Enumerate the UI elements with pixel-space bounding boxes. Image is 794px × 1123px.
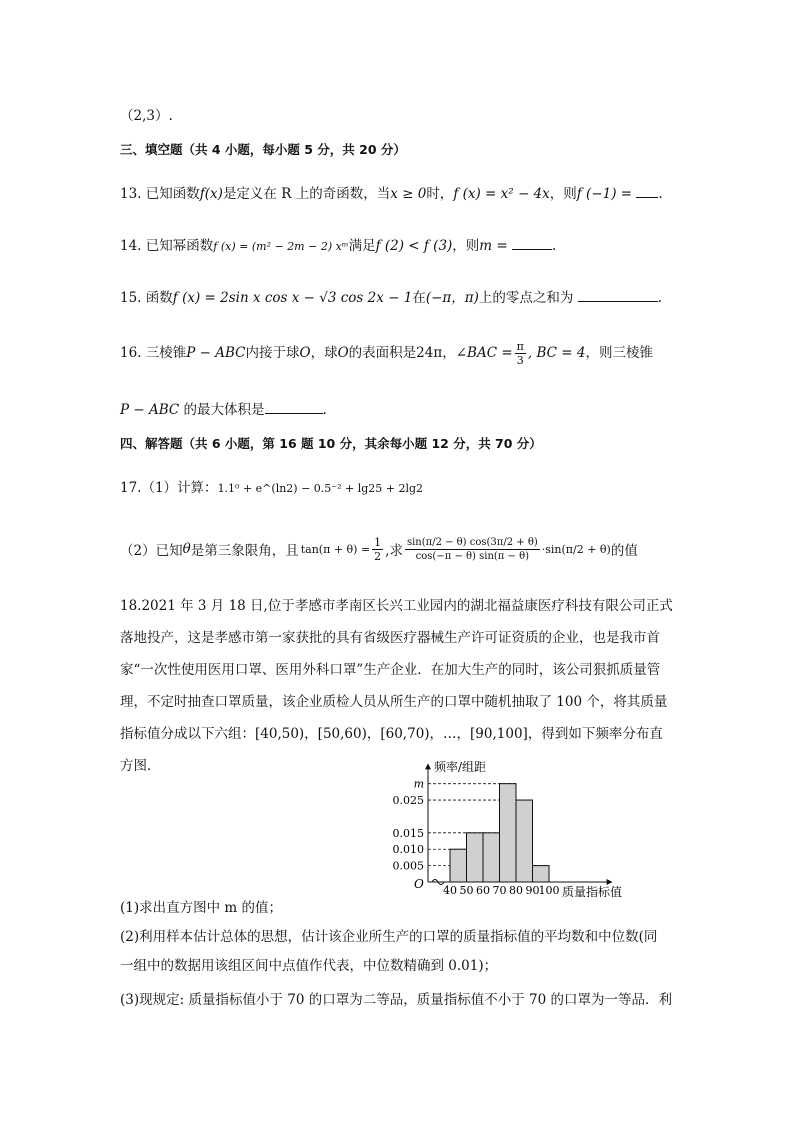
q13-cond: x ≥ 0 xyxy=(390,186,427,202)
q18-line-5: 指标值分成以下六组：[40,50)，[50,60)，[60,70)，…，[90,100]，得到如下频率分布直 xyxy=(120,726,663,742)
q17-p1-label: 17.（1）计算： xyxy=(120,480,218,496)
section-3-heading: 三、填空题（共 4 小题，每小题 5 分，共 20 分） xyxy=(120,142,406,157)
q13-text-d: 时， xyxy=(426,186,454,202)
q13-R: R xyxy=(281,186,292,202)
q15-text-a: 函数 xyxy=(145,290,173,306)
q16-text-a: 三棱锥 xyxy=(145,345,187,361)
q17-p2-c: ,求 xyxy=(385,543,403,559)
q15-text-c: 上的零点之和为 xyxy=(478,290,574,306)
y-tick-label: m xyxy=(413,777,424,791)
q15-text-b: 在 xyxy=(412,290,426,306)
question-13 xyxy=(120,182,663,202)
q15-end: . xyxy=(657,290,663,306)
q18-sub-3: (3)现规定: 质量指标值小于 70 的口罩为二等品，质量指标值不小于 70 的口罩为一等品．利 xyxy=(120,992,672,1008)
q18-line-4: 理，不定时抽查口罩质量，该企业质检人员从所生产的口罩中随机抽取了 100 个，将其质量 xyxy=(120,694,668,710)
q17-p2-b: 是第三象限角，且 xyxy=(190,543,299,559)
q17-p2-d: 的值 xyxy=(610,543,638,559)
q13-end: . xyxy=(658,186,663,202)
q14-expr: f (x) = (m² − 2m − 2) xᵐ xyxy=(213,240,349,253)
q17-big-fraction xyxy=(405,536,540,563)
q17-tail: ·sin(π/2 + θ) xyxy=(541,542,611,556)
q18-line-1: 18.2021 年 3 月 18 日,位于孝感市孝南区长兴工业园内的湖北福益康医疗科技有限公司正式 xyxy=(120,598,673,614)
histogram-bar xyxy=(516,800,533,882)
q18-sub-2-line-2: 一组中的数据用该组区间中点值作代表，中位数精确到 0.01)； xyxy=(120,958,498,974)
x-tick-label: 40 xyxy=(443,884,457,897)
q17-tan: tan(π + θ) = xyxy=(300,542,371,556)
q17-p1-expr: 1.1⁰ + e^(ln2) − 0.5⁻² + lg25 + 2lg2 xyxy=(217,482,424,495)
x-tick-label: 100 xyxy=(538,884,560,897)
q16-answer-blank[interactable] xyxy=(265,399,323,414)
q15-expr: f (x) = 2sin x cos x − √3 cos 2x − 1 xyxy=(172,290,413,306)
question-16-line-2 xyxy=(120,398,327,418)
q14-answer-blank[interactable] xyxy=(512,235,552,250)
q16-area: 24π xyxy=(416,345,443,361)
q16-o: O xyxy=(299,345,311,361)
q16-angle: ∠BAC = xyxy=(455,345,513,361)
q16-number: 16. xyxy=(120,345,142,361)
q16-text-d: 的表面积是 xyxy=(348,345,417,361)
q16-frac-den: 3 xyxy=(516,354,524,367)
y-tick-label: 0.025 xyxy=(392,794,424,808)
q16-pi-over-3 xyxy=(515,340,526,367)
origin-label: O xyxy=(414,877,424,891)
q18-sub-2-line-1: (2)利用样本估计总体的思想，估计该企业所生产的口罩的质量指标值的平均数和中位数(同 xyxy=(120,929,658,945)
q16-bc: , BC = 4 xyxy=(527,345,586,361)
q16-text-e: ， xyxy=(442,345,456,361)
q16-pabc: P − ABC xyxy=(186,345,246,361)
y-tick-label: 0.015 xyxy=(392,826,424,840)
q14-end: . xyxy=(552,238,557,254)
x-tick-label: 60 xyxy=(476,884,490,897)
q17-one-half xyxy=(372,536,383,563)
q13-ask: f (−1) = xyxy=(576,186,633,202)
q16-end: . xyxy=(322,402,327,418)
q13-answer-blank[interactable] xyxy=(636,183,658,198)
q17-p2-a: （2）已知 xyxy=(120,543,183,559)
histogram-bar xyxy=(533,866,550,882)
q17-half-den: 2 xyxy=(374,549,382,563)
q17-numerator: sin(π/2 − θ) cos(3π/2 + θ) xyxy=(406,536,538,548)
q18-sub-1: (1)求出直方图中 m 的值； xyxy=(120,900,283,916)
histogram-bar xyxy=(483,833,500,882)
question-16 xyxy=(120,340,653,367)
y-tick-label: 0.010 xyxy=(392,843,424,857)
q14-number: 14. xyxy=(120,238,142,254)
q14-ask: m = xyxy=(479,238,508,254)
q15-interval: (−π，π) xyxy=(425,290,479,306)
question-14 xyxy=(120,234,556,254)
q18-line-6: 方图． xyxy=(120,758,161,774)
q16-frac-num: π xyxy=(516,340,524,353)
histogram-bar xyxy=(450,849,467,882)
q13-fx: f(x) xyxy=(199,186,223,202)
q13-number: 13. xyxy=(120,186,142,202)
q18-line-2: 落地投产，这是孝感市第一家获批的具有省级医疗器械生产许可证资质的企业，也是我市首 xyxy=(120,630,660,646)
q13-text-c: 上的奇函数，当 xyxy=(295,186,391,202)
q13-text-a: 已知函数 xyxy=(145,186,200,202)
question-15 xyxy=(120,286,662,306)
q17-denominator: cos(−π − θ) sin(π − θ) xyxy=(415,550,530,562)
y-axis-label: 频率/组距 xyxy=(434,760,487,774)
x-axis-label: 质量指标值 xyxy=(562,885,623,899)
frequency-histogram xyxy=(380,758,650,900)
q14-text-a: 已知幂函数 xyxy=(145,238,214,254)
question-17-part-1 xyxy=(120,476,423,496)
q18-line-3: 家“一次性使用医用口罩、医用外科口罩”生产企业．在加大生产的同时，该公司狠抓质量管 xyxy=(120,662,661,678)
q15-number: 15. xyxy=(120,290,142,306)
q13-text-e: ，则 xyxy=(549,186,577,202)
q17-theta: θ xyxy=(182,541,191,557)
histogram-bar xyxy=(467,833,484,882)
x-tick-label: 90 xyxy=(525,884,540,897)
x-tick-label: 80 xyxy=(509,884,523,897)
q13-text-b: 是定义在 xyxy=(222,186,277,202)
x-tick-label: 50 xyxy=(459,884,474,897)
y-tick-label: 0.005 xyxy=(392,859,424,873)
q15-answer-blank[interactable] xyxy=(578,287,658,302)
q16-text-c: ，球 xyxy=(310,345,338,361)
q14-text-b: 满足 xyxy=(348,238,376,254)
q14-text-c: ，则 xyxy=(452,238,480,254)
q17-half-num: 1 xyxy=(374,535,382,549)
q13-expr: f (x) = x² − 4x xyxy=(453,186,550,202)
x-tick-label: 70 xyxy=(492,884,507,897)
q14-cond: f (2) < f (3) xyxy=(375,238,453,254)
q16-line2-text: 的最大体积是 xyxy=(183,402,265,418)
q16-text-f: ，则三棱锥 xyxy=(585,345,653,361)
q16-o-2: O xyxy=(337,345,349,361)
question-17-part-2 xyxy=(120,524,638,574)
section-4-heading: 四、解答题（共 6 小题，第 16 题 10 分，其余每小题 12 分，共 70 分） xyxy=(120,436,542,451)
answer-tail: （2,3）. xyxy=(120,108,173,124)
histogram-bar xyxy=(500,784,517,882)
q16-text-b: 内接于球 xyxy=(245,345,300,361)
q16-pabc-2: P − ABC xyxy=(120,402,180,418)
question-18-paragraph xyxy=(120,590,680,782)
